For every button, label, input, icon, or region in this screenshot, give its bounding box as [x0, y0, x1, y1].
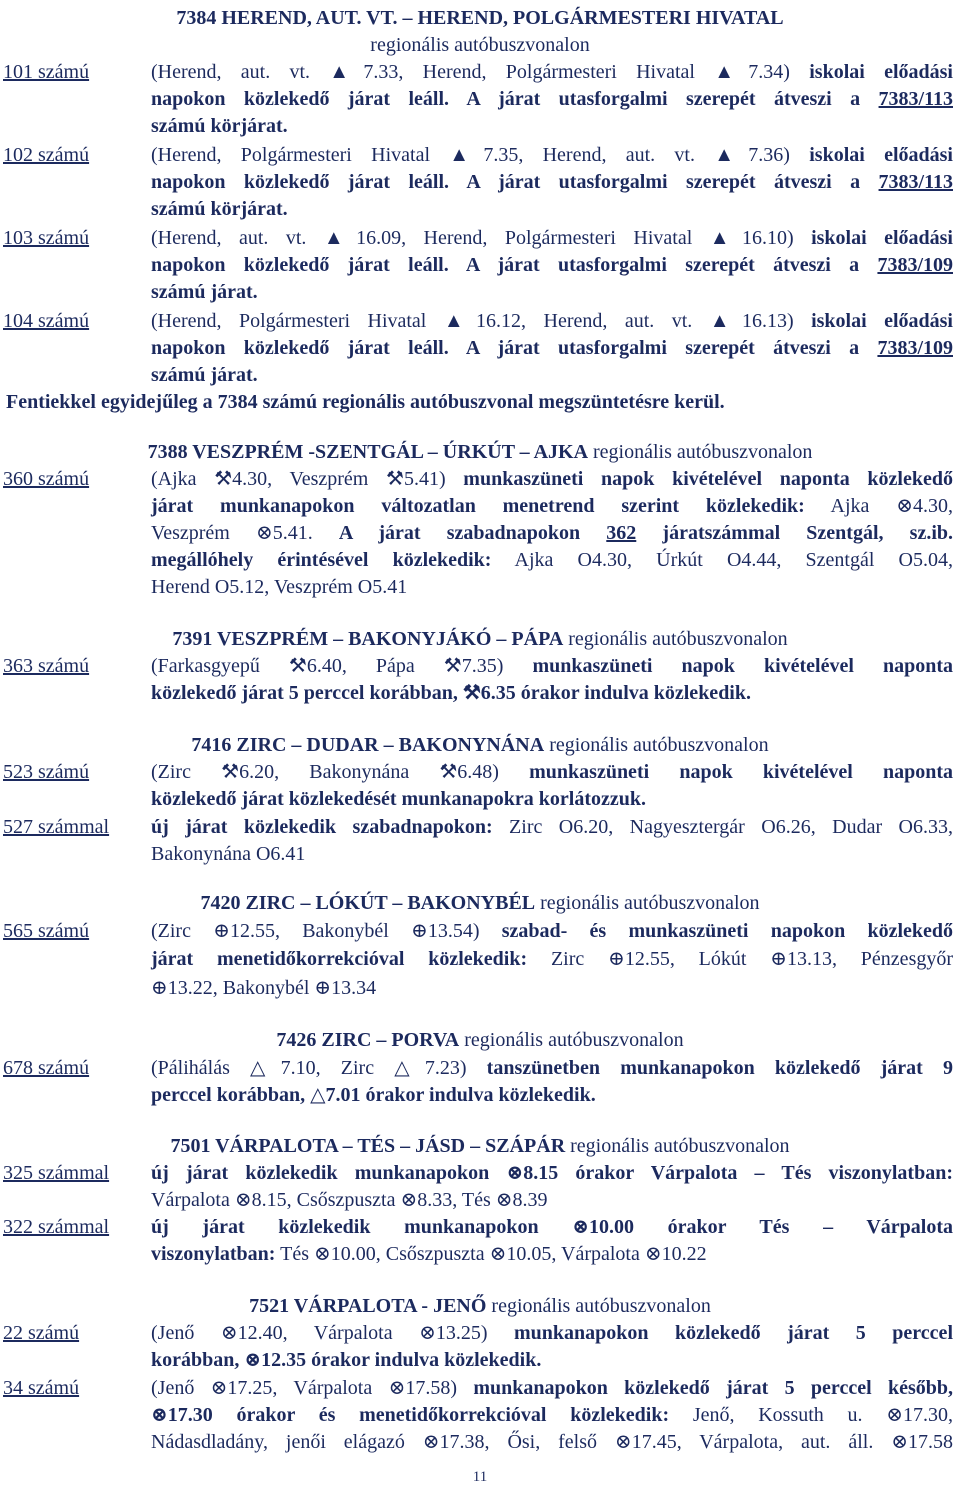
- route-number-label: 360 számú: [3, 468, 90, 490]
- text-line: megállóhely érintésével közlekedik: Ajka O4.30, Úrkút O4.44, Szentgál O5.04,: [151, 549, 953, 571]
- section-subtitle: regionális autóbuszvonalon: [370, 34, 590, 56]
- text-line: (Herend, aut. vt. ▲7.33, Herend, Polgármesteri Hivatal ▲7.34) iskolai előadási: [151, 61, 953, 83]
- text-line: új járat közlekedik munkanapokon ⊗10.00 órakor Tés – Várpalota: [151, 1216, 953, 1238]
- text-line: járat munkanapokon változatlan menetrend szerint közlekedik: Ajka ⊗4.30,: [151, 495, 954, 517]
- text-line: napokon közlekedő járat leáll. A járat utasforgalmi szerepét átveszi a 7383/109: [151, 254, 953, 276]
- route-number-label: 102 számú: [3, 144, 90, 166]
- text-line: közlekedő járat közlekedését munkanapokra korlátozzuk.: [151, 788, 646, 810]
- route-number-label: 565 számú: [3, 920, 90, 942]
- text-line: napokon közlekedő járat leáll. A járat utasforgalmi szerepét átveszi a 7383/113: [151, 171, 953, 193]
- text-line: ⊕13.22, Bakonybél ⊕13.34: [151, 977, 377, 999]
- text-line: számú járat.: [151, 364, 258, 386]
- text-line: közlekedő járat 5 perccel korábban, ⚒6.35 órakor indulva közlekedik.: [151, 682, 751, 704]
- route-number-label: 523 számú: [3, 761, 90, 783]
- route-number-label: 22 számú: [3, 1322, 80, 1344]
- closure-note: Fentiekkel egyidejűleg a 7384 számú regionális autóbuszvonal megszüntetésre kerül.: [6, 391, 725, 413]
- text-line: számú körjárat.: [151, 198, 288, 220]
- text-line: Nádasdladány, jenői elágazó ⊗17.38, Ősi, felső ⊗17.45, Várpalota, aut. áll. ⊗17.58: [151, 1431, 953, 1453]
- text-line: (Zirc ⚒6.20, Bakonynána ⚒6.48) munkaszüneti napok kivételével naponta: [151, 761, 954, 783]
- page-number: 11: [472, 1469, 488, 1485]
- route-number-label: 678 számú: [3, 1057, 90, 1079]
- text-line: (Jenő ⊗17.25, Várpalota ⊗17.58) munkanapokon közlekedő járat 5 perccel később,: [151, 1377, 954, 1399]
- route-number-label: 101 számú: [3, 61, 90, 83]
- text-line: Várpalota ⊗8.15, Csőszpuszta ⊗8.33, Tés ⊗8.39: [151, 1189, 548, 1211]
- text-line: új járat közlekedik munkanapokon ⊗8.15 órakor Várpalota – Tés viszonylatban:: [151, 1162, 953, 1184]
- route-number-label: 325 számmal: [3, 1162, 110, 1184]
- text-line: (Jenő ⊗12.40, Várpalota ⊗13.25) munkanapokon közlekedő járat 5 perccel: [151, 1322, 953, 1344]
- section-title: 7521 VÁRPALOTA - JENŐ regionális autóbuszvonalon: [249, 1295, 711, 1317]
- text-line: számú járat.: [151, 281, 258, 303]
- section-title: 7388 VESZPRÉM -SZENTGÁL – ÚRKÚT – AJKA regionális autóbuszvonalon: [147, 441, 813, 463]
- text-line: Bakonynána O6.41: [151, 843, 306, 865]
- text-line: korábban, ⊗12.35 órakor indulva közlekedik.: [151, 1349, 542, 1371]
- section-title: 7426 ZIRC – PORVA regionális autóbuszvonalon: [276, 1029, 684, 1051]
- route-number-label: 322 számmal: [3, 1216, 110, 1238]
- text-line: viszonylatban: Tés ⊗10.00, Csőszpuszta ⊗10.05, Várpalota ⊗10.22: [151, 1243, 707, 1265]
- text-line: napokon közlekedő járat leáll. A járat utasforgalmi szerepét átveszi a 7383/109: [151, 337, 953, 359]
- text-line: perccel korábban, △7.01 órakor indulva közlekedik.: [151, 1084, 596, 1106]
- section-title: 7384 HEREND, AUT. VT. – HEREND, POLGÁRMESTERI HIVATAL: [176, 7, 784, 29]
- route-number-label: 34 számú: [3, 1377, 80, 1399]
- text-line: új járat közlekedik szabadnapokon: Zirc O6.20, Nagyesztergár O6.26, Dudar O6.33,: [151, 816, 954, 838]
- route-number-label: 103 számú: [3, 227, 90, 249]
- route-number-label: 363 számú: [3, 655, 90, 677]
- section-title: 7416 ZIRC – DUDAR – BAKONYNÁNA regionális autóbuszvonalon: [191, 734, 769, 756]
- text-line: napokon közlekedő járat leáll. A járat utasforgalmi szerepét átveszi a 7383/113: [151, 88, 953, 110]
- text-line: ⊗17.30 órakor és menetidőkorrekcióval közlekedik: Jenő, Kossuth u. ⊗17.30,: [151, 1404, 954, 1426]
- text-line: Veszprém ⊗5.41. A járat szabadnapokon 362 járatszámmal Szentgál, sz.ib.: [151, 522, 953, 544]
- section-title: 7420 ZIRC – LÓKÚT – BAKONYBÉL regionális autóbuszvonalon: [200, 892, 760, 914]
- text-line: (Farkasgyepű ⚒6.40, Pápa ⚒7.35) munkaszüneti napok kivételével naponta: [151, 655, 953, 677]
- section-title: 7501 VÁRPALOTA – TÉS – JÁSD – SZÁPÁR regionális autóbuszvonalon: [170, 1135, 790, 1157]
- route-number-label: 527 számmal: [3, 816, 110, 838]
- text-line: (Pálihálás △7.10, Zirc △7.23) tanszünetben munkanapokon közlekedő járat 9: [151, 1057, 954, 1079]
- text-line: számú körjárat.: [151, 115, 288, 137]
- text-line: (Herend, Polgármesteri Hivatal ▲16.12, Herend, aut. vt. ▲16.13) iskolai előadási: [151, 310, 953, 332]
- section-title: 7391 VESZPRÉM – BAKONYJÁKÓ – PÁPA regionális autóbuszvonalon: [172, 628, 788, 650]
- text-line: (Zirc ⊕12.55, Bakonybél ⊕13.54) szabad- és munkaszüneti napokon közlekedő: [151, 920, 953, 942]
- text-line: járat menetidőkorrekcióval közlekedik: Zirc ⊕12.55, Lókút ⊕13.13, Pénzesgyőr: [151, 948, 954, 970]
- text-line: Herend O5.12, Veszprém O5.41: [151, 576, 408, 598]
- text-line: (Ajka ⚒4.30, Veszprém ⚒5.41) munkaszüneti napok kivételével naponta közlekedő: [151, 468, 953, 490]
- text-line: (Herend, Polgármesteri Hivatal ▲7.35, Herend, aut. vt. ▲7.36) iskolai előadási: [151, 144, 953, 166]
- text-line: (Herend, aut. vt. ▲16.09, Herend, Polgármesteri Hivatal ▲16.10) iskolai előadási: [151, 227, 953, 249]
- route-number-label: 104 számú: [3, 310, 90, 332]
